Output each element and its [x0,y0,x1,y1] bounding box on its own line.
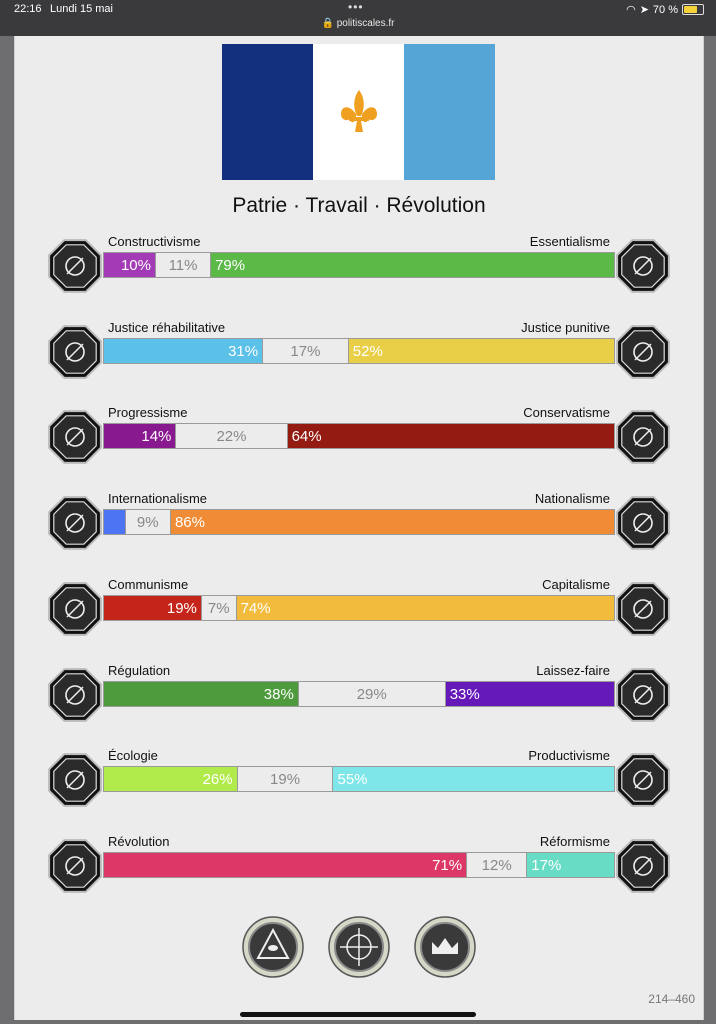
ruler-icon [45,665,105,725]
axis-right-segment: 64% [288,424,614,448]
axis-neutral-segment: 22% [175,424,287,448]
result-flag [222,44,495,180]
axis-neutral-segment: 17% [262,339,349,363]
axis-left-label: Internationalisme [108,491,207,506]
axis-right-label: Nationalisme [534,491,610,506]
axis-left-segment: 38% [104,682,298,706]
axis-left-label: Communisme [108,577,189,592]
axis-row [45,322,673,388]
axis-left-segment: 71% [104,853,466,877]
quill-icon [613,407,673,467]
rocket-icon [45,407,105,467]
butterfly-icon [613,665,673,725]
axis-bar [103,766,615,792]
axis-right-segment: 74% [237,596,614,620]
status-date: Lundi 15 mai [50,3,113,15]
axis-right-label: Justice punitive [521,320,610,335]
prison-bars-icon [613,322,673,382]
axis-right-label: Réformisme [539,834,610,849]
axis-left-segment: 10% [104,253,155,277]
axis-right-segment: 33% [446,682,614,706]
money-bag-icon [613,579,673,639]
score-range: 214–460 [648,992,695,1006]
axis-left-label: Justice réhabilitative [108,320,226,335]
battery-text: 70 % [652,3,678,16]
crown-seal-icon[interactable] [414,916,476,978]
axis-right-segment: 52% [349,339,614,363]
axis-bar [103,423,615,449]
axis-neutral-segment: 9% [125,510,171,534]
address-bar[interactable] [0,18,716,29]
handshake-icon [45,322,105,382]
gear-icon [613,750,673,810]
axis-left-segment [104,510,125,534]
axis-neutral-segment: 29% [298,682,446,706]
axis-bar [103,852,615,878]
home-indicator[interactable] [240,1012,476,1017]
compass-seal-icon[interactable] [328,916,390,978]
axis-neutral-segment: 11% [155,253,211,277]
flag-stripe-left [222,44,313,180]
axis-row [45,579,673,645]
axis-left-segment: 26% [104,767,237,791]
plant-icon [45,750,105,810]
more-dots-icon[interactable]: ••• [348,0,364,14]
axis-right-label: Productivisme [528,748,610,763]
eye-icon [45,236,105,296]
axis-left-label: Constructivisme [108,234,201,249]
battery-icon [682,4,704,15]
lock-icon: 🔒 [321,18,334,29]
pyramid-eye-seal-icon[interactable] [242,916,304,978]
flag-icon [613,493,673,553]
fist-icon [45,836,105,896]
axis-right-label: Essentialisme [529,234,610,249]
axis-row [45,750,673,816]
axis-neutral-segment: 7% [201,596,237,620]
axis-left-label: Régulation [108,663,171,678]
axis-left-label: Progressisme [108,405,188,420]
parliament-icon [613,836,673,896]
axis-right-segment: 55% [333,767,614,791]
results-page [14,36,704,1020]
axis-row [45,493,673,559]
wifi-icon: ◠ [626,4,636,16]
hammer-sickle-icon [45,579,105,639]
axis-row [45,665,673,731]
fleur-de-lis-icon [339,88,379,136]
axis-bar [103,681,615,707]
axis-bar [103,338,615,364]
dna-flower-icon [613,236,673,296]
axis-row [45,407,673,473]
globe-wreath-icon [45,493,105,553]
axis-right-label: Conservatisme [523,405,610,420]
axis-right-segment: 86% [171,510,614,534]
axis-right-segment: 17% [527,853,614,877]
seals-row [15,916,703,978]
status-right [626,3,704,16]
url-text: politiscales.fr [336,18,395,29]
axis-right-label: Capitalisme [542,577,610,592]
status-bar [0,0,716,36]
result-motto: Patrie · Travail · Révolution [232,194,486,217]
axis-left-label: Révolution [108,834,170,849]
axis-neutral-segment: 12% [466,853,527,877]
axis-left-segment: 31% [104,339,262,363]
location-icon: ➤ [639,4,649,16]
axis-bar [103,509,615,535]
axis-left-segment: 14% [104,424,175,448]
axis-neutral-segment: 19% [237,767,334,791]
axis-bar [103,595,615,621]
axis-left-label: Écologie [108,748,158,763]
axis-left-segment: 19% [104,596,201,620]
flag-stripe-right [404,44,495,180]
axis-row [45,836,673,902]
status-time: 22:16 [14,3,42,15]
axis-bar [103,252,615,278]
axis-row [45,236,673,302]
flag-stripe-center [313,44,404,180]
axis-right-label: Laissez-faire [536,663,610,678]
axis-right-segment: 79% [211,253,614,277]
